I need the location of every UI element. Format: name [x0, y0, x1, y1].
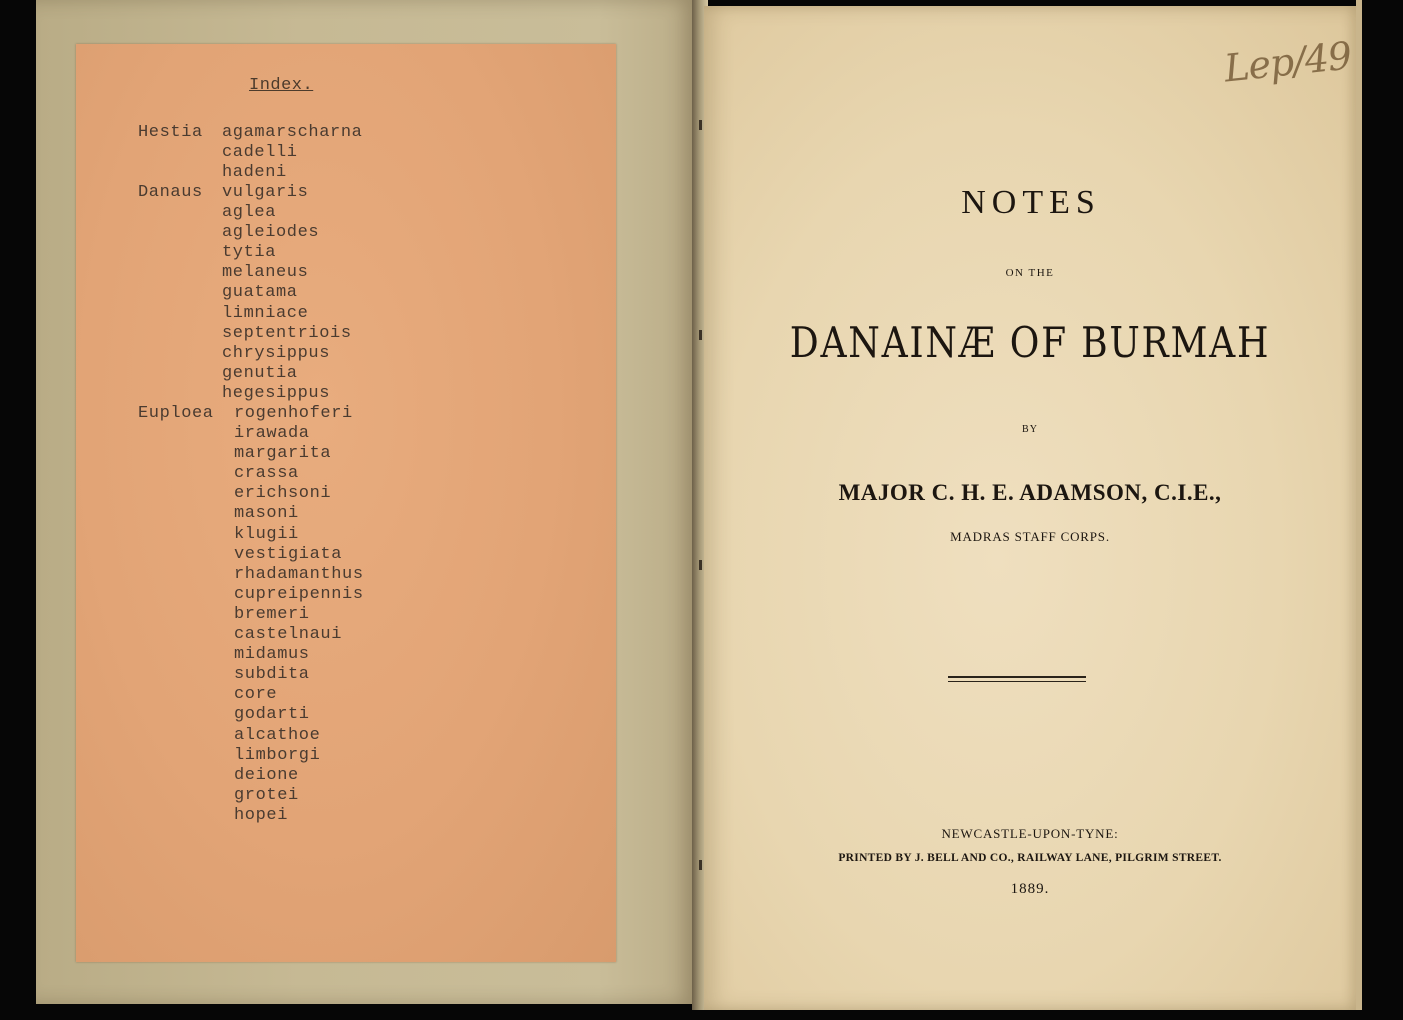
species-list: [234, 404, 364, 826]
species-entry: limniace: [222, 303, 309, 323]
species-entry: cupreipennis: [234, 584, 364, 604]
decorative-rule: [948, 681, 1086, 682]
species-entry: rhadamanthus: [234, 564, 364, 584]
species-entry: vulgaris: [222, 183, 309, 202]
title-page: [704, 6, 1356, 1010]
genus-label: Hestia: [138, 123, 203, 142]
species-entry: klugii: [234, 524, 299, 544]
title-subject: DANAINÆ OF BURMAH: [789, 318, 1271, 367]
binding-stitch: [699, 860, 702, 870]
species-entry: limborgi: [234, 745, 321, 765]
imprint-place: NEWCASTLE-UPON-TYNE:: [941, 826, 1119, 841]
species-entry: aglea: [222, 203, 277, 223]
handwritten-shelfmark: Lep/49: [1222, 33, 1354, 91]
species-entry: melaneus: [222, 263, 309, 283]
page-edge: [1356, 0, 1362, 1010]
binding-stitch: [699, 560, 702, 570]
imprint-printer: PRINTED BY J. BELL AND CO., RAILWAY LANE, PILGRIM STREET.: [838, 852, 1222, 864]
binding-stitch: [699, 330, 702, 340]
title-by: BY: [1022, 424, 1038, 435]
title-on-the: ON THE: [1005, 267, 1055, 279]
species-entry: castelnaui: [234, 625, 343, 645]
species-entry: bremeri: [234, 604, 310, 624]
inside-cover-page: [36, 0, 698, 1004]
species-entry: cadelli: [222, 143, 298, 163]
title-notes: NOTES: [961, 184, 1101, 221]
binding-stitch: [699, 120, 702, 130]
species-entry: chrysippus: [222, 343, 331, 363]
species-entry: margarita: [234, 444, 332, 464]
species-entry: agleiodes: [222, 223, 320, 243]
species-entry: septentriois: [222, 323, 352, 343]
species-entry: hegesippus: [222, 383, 331, 403]
species-entry: grotei: [234, 785, 299, 805]
genus-label: Euploea: [138, 404, 214, 423]
species-entry: midamus: [234, 645, 310, 665]
author-name: MAJOR C. H. E. ADAMSON, C.I.E.,: [838, 480, 1222, 505]
species-entry: agamarscharna: [222, 123, 363, 142]
index-heading: Index.: [249, 76, 314, 95]
species-entry: core: [234, 685, 278, 705]
species-entry: irawada: [234, 424, 310, 444]
species-entry: vestigiata: [234, 544, 343, 564]
species-list: [222, 123, 362, 183]
species-entry: guatama: [222, 283, 298, 303]
species-entry: deione: [234, 765, 299, 785]
species-entry: hopei: [234, 805, 289, 825]
species-entry: subdita: [234, 665, 310, 685]
author-affiliation: MADRAS STAFF CORPS.: [950, 529, 1110, 544]
species-entry: alcathoe: [234, 725, 321, 745]
genus-label: Danaus: [138, 183, 203, 202]
species-entry: godarti: [234, 705, 310, 725]
species-list: [222, 183, 352, 404]
species-entry: tytia: [222, 243, 277, 263]
species-entry: hadeni: [222, 163, 287, 183]
species-entry: genutia: [222, 363, 298, 383]
species-entry: erichsoni: [234, 484, 332, 504]
decorative-rule: [948, 676, 1086, 678]
species-entry: rogenhoferi: [234, 404, 353, 423]
imprint-year: 1889.: [1010, 881, 1050, 897]
species-entry: crassa: [234, 464, 299, 484]
species-entry: masoni: [234, 504, 299, 524]
